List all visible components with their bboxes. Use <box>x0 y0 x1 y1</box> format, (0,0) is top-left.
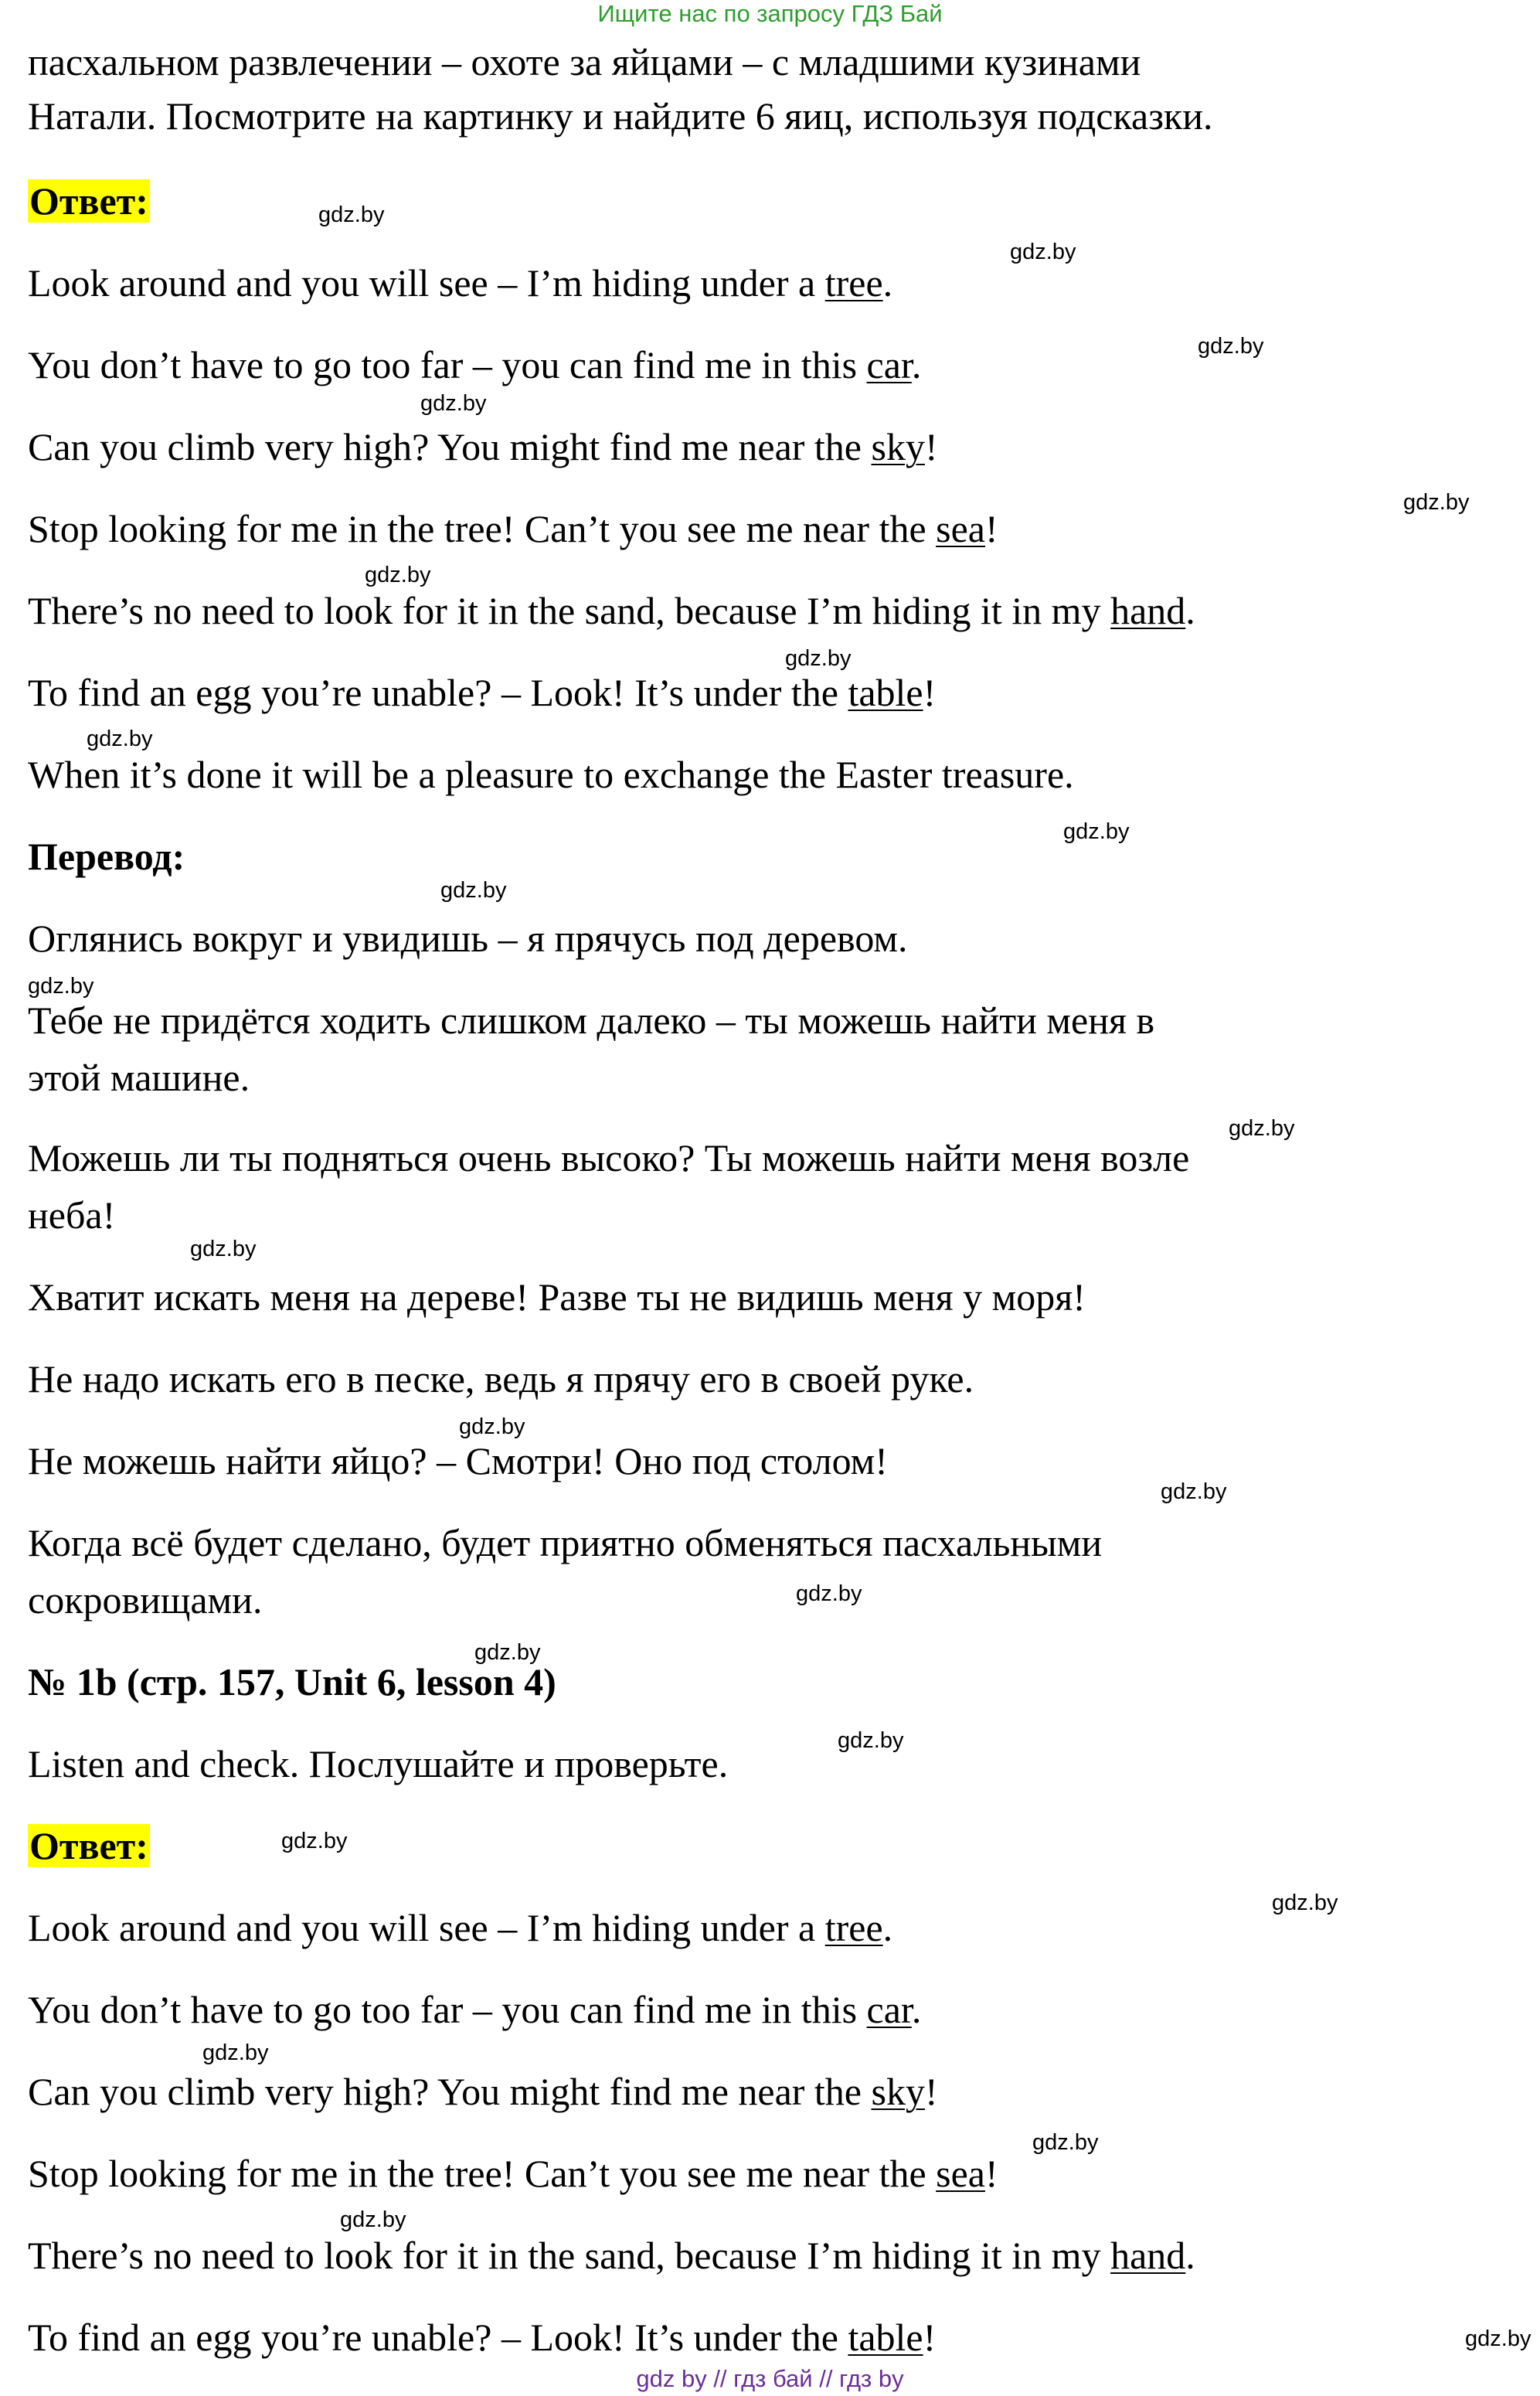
answer-line: Can you climb very high? You might find me near the sky! <box>28 425 938 468</box>
watermark: gdz.by <box>459 1414 525 1439</box>
watermark: gdz.by <box>1063 819 1130 844</box>
translation-line: сокровищами. <box>28 1578 263 1622</box>
key-word: hand <box>1110 589 1186 632</box>
translation-label: Перевод: <box>28 835 185 878</box>
intro-line-1: пасхальном развлечении – охоте за яйцами – с младшими кузинами <box>28 40 1141 83</box>
answer-line: Look around and you will see – I’m hiding under a tree. <box>28 1906 893 1949</box>
top-banner: Ищите нас по запросу ГДЗ Бай <box>597 0 943 27</box>
watermark: gdz.by <box>1403 490 1470 515</box>
watermark: gdz.by <box>420 391 487 416</box>
watermark: gdz.by <box>1465 2326 1532 2351</box>
key-word: hand <box>1110 2234 1186 2277</box>
watermark: gdz.by <box>28 974 94 999</box>
answer-line: You don’t have to go too far – you can find me in this car. <box>28 1988 922 2031</box>
watermark: gdz.by <box>318 203 385 227</box>
watermark: gdz.by <box>1198 334 1264 359</box>
answer-line: There’s no need to look for it in the sand, because I’m hiding it in my hand. <box>28 2234 1195 2277</box>
key-word: sky <box>871 425 925 468</box>
answer-label-highlight: Ответ: <box>29 1824 148 1867</box>
translation-line: неба! <box>28 1193 116 1237</box>
key-word: car <box>866 343 912 386</box>
watermark: gdz.by <box>785 646 852 671</box>
key-word: sea <box>936 2152 985 2195</box>
footer-links: gdz by // гдз бай // гдз by <box>636 2365 904 2392</box>
watermark: gdz.by <box>796 1581 862 1606</box>
translation-line: Оглянись вокруг и увидишь – я прячусь под деревом. <box>28 917 908 960</box>
answer-line: Look around and you will see – I’m hiding under a tree. <box>28 261 893 305</box>
translation-line: Когда всё будет сделано, будет приятно обменяться пасхальными <box>28 1521 1103 1564</box>
key-word: sea <box>936 507 985 550</box>
translation-line: Не надо искать его в песке, ведь я прячу его в своей руке. <box>28 1357 974 1401</box>
watermark: gdz.by <box>365 563 431 587</box>
answer-line: To find an egg you’re unable? – Look! It’s under the table! <box>28 2316 937 2359</box>
watermark: gdz.by <box>190 1237 257 1261</box>
answer-line: To find an egg you’re unable? – Look! It’s under the table! <box>28 671 937 714</box>
key-word: car <box>866 1988 912 2031</box>
translation-line: Тебе не придётся ходить слишком далеко – ты можешь найти меня в <box>28 999 1155 1042</box>
watermark: gdz.by <box>1161 1479 1227 1504</box>
watermark: gdz.by <box>838 1728 904 1753</box>
answer-closing-line: When it’s done it will be a pleasure to exchange the Easter treasure. <box>28 753 1074 796</box>
watermark: gdz.by <box>281 1829 348 1853</box>
watermark: gdz.by <box>440 878 507 903</box>
key-word: sky <box>871 2070 925 2113</box>
exercise-instruction: Listen and check. Послушайте и проверьте. <box>28 1742 729 1785</box>
answer-line: There’s no need to look for it in the sand, because I’m hiding it in my hand. <box>28 589 1195 632</box>
answer-line: You don’t have to go too far – you can find me in this car. <box>28 343 922 386</box>
translation-line: этой машине. <box>28 1056 250 1099</box>
translation-line: Хватит искать меня на дереве! Разве ты не видишь меня у моря! <box>28 1275 1086 1319</box>
watermark: gdz.by <box>1032 2130 1099 2155</box>
key-word: table <box>848 2316 923 2359</box>
watermark: gdz.by <box>87 727 153 751</box>
key-word: tree <box>824 1906 883 1949</box>
watermark: gdz.by <box>474 1640 541 1665</box>
answer-line: Stop looking for me in the tree! Can’t you see me near the sea! <box>28 2152 998 2195</box>
key-word: table <box>848 671 923 714</box>
watermark: gdz.by <box>340 2207 406 2232</box>
key-word: tree <box>824 261 883 305</box>
watermark: gdz.by <box>1229 1116 1295 1141</box>
translation-line: Можешь ли ты подняться очень высоко? Ты можешь найти меня возле <box>28 1136 1190 1179</box>
watermark: gdz.by <box>1272 1891 1338 1915</box>
answer-label-highlight: Ответ: <box>29 179 148 223</box>
intro-line-2: Натали. Посмотрите на картинку и найдите 6 яиц, используя подсказки. <box>28 94 1213 138</box>
watermark: gdz.by <box>1010 240 1076 264</box>
answer-line: Can you climb very high? You might find me near the sky! <box>28 2070 938 2113</box>
translation-line: Не можешь найти яйцо? – Смотри! Оно под столом! <box>28 1439 888 1482</box>
answer-line: Stop looking for me in the tree! Can’t you see me near the sea! <box>28 507 998 550</box>
answer-label <box>28 1824 150 1867</box>
exercise-heading: № 1b (стр. 157, Unit 6, lesson 4) <box>28 1660 556 1703</box>
watermark: gdz.by <box>202 2040 269 2065</box>
answer-label <box>28 179 150 223</box>
